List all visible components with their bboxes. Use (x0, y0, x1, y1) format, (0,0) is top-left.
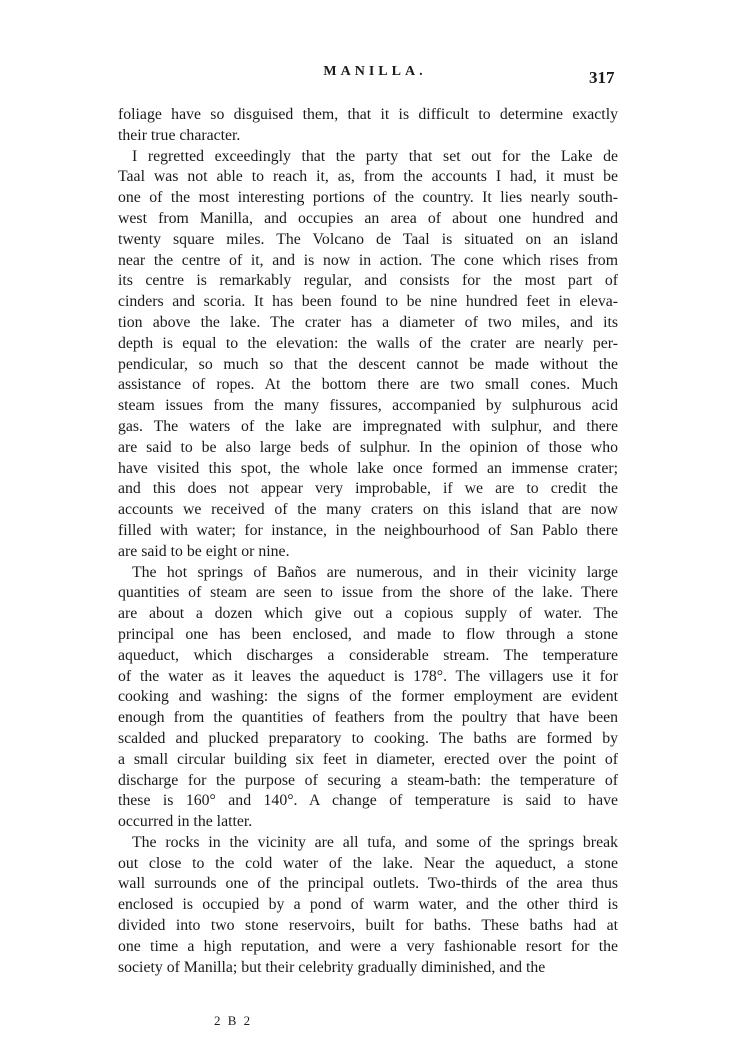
page-number: 317 (589, 68, 615, 87)
text-line: scalded and plucked preparatory to cooking. The baths are formed by (118, 729, 618, 747)
text-line: are said to be also large beds of sulphur. In the opinion of those who (118, 438, 618, 456)
signature-mark: 2 B 2 (214, 1013, 253, 1028)
text-line: principal one has been enclosed, and made to flow through a stone (118, 625, 618, 643)
text-line: are about a dozen which give out a copious supply of water. The (118, 605, 618, 623)
text-line: enough from the quantities of feathers from the poultry that have been (118, 709, 618, 727)
paragraph (118, 563, 618, 833)
text-line: of the water as it leaves the aqueduct is 178°. The villagers use it for (118, 667, 618, 685)
text-line: quantities of steam are seen to issue from the shore of the lake. There (118, 584, 618, 602)
text-line: its centre is remarkably regular, and consists for the most part of (118, 272, 618, 290)
text-line: depth is equal to the elevation: the walls of the crater are nearly per- (118, 334, 618, 352)
text-line: The hot springs of Baños are numerous, and in their vicinity large (132, 563, 618, 581)
running-title: MANILLA. (323, 64, 427, 79)
text-line: divided into two stone reservoirs, built for baths. These baths had at (118, 917, 618, 935)
text-line: steam issues from the many fissures, accompanied by sulphurous acid (118, 397, 618, 415)
text-line: accounts we received of the many craters on this island that are now (118, 501, 618, 519)
text-line: discharge for the purpose of securing a steam-bath: the temperature of (118, 771, 618, 789)
text-line: foliage have so disguised them, that it is difficult to determine exactly (118, 106, 618, 123)
text-line: cinders and scoria. It has been found to be nine hundred feet in eleva- (118, 293, 618, 311)
text-line: near the centre of it, and is now in action. The cone which rises from (118, 251, 618, 269)
text-line: a small circular building six feet in diameter, erected over the point of (118, 750, 618, 768)
body-text (118, 105, 618, 978)
text-line: and this does not appear very improbable, if we are to credit the (118, 480, 618, 498)
text-line: wall surrounds one of the principal outlets. Two-thirds of the area thus (118, 875, 618, 893)
text-line: out close to the cold water of the lake. Near the aqueduct, a stone (118, 854, 618, 872)
text-line: Taal was not able to reach it, as, from the accounts I had, it must be (118, 168, 618, 186)
text-line: are said to be eight or nine. (118, 542, 290, 560)
text-line: their true character. (118, 126, 241, 144)
text-line: enclosed is occupied by a pond of warm water, and the other third is (118, 896, 618, 914)
text-line: west from Manilla, and occupies an area of about one hundred and (118, 209, 618, 227)
text-line: one time a high reputation, and were a very fashionable resort for the (118, 937, 618, 955)
text-line: tion above the lake. The crater has a diameter of two miles, and its (118, 313, 618, 331)
paragraph (118, 105, 618, 147)
text-line: The rocks in the vicinity are all tufa, and some of the springs break (132, 833, 618, 851)
text-line: one of the most interesting portions of the country. It lies nearly south- (118, 189, 618, 207)
text-line: cooking and washing: the signs of the former employment are evident (118, 688, 618, 706)
text-line: gas. The waters of the lake are impregnated with sulphur, and there (118, 417, 618, 435)
text-line: assistance of ropes. At the bottom there are two small cones. Much (118, 376, 618, 394)
text-line: I regretted exceedingly that the party that set out for the Lake de (132, 147, 618, 165)
text-line: these is 160° and 140°. A change of temperature is said to have (118, 792, 618, 810)
text-line: have visited this spot, the whole lake once formed an immense crater; (118, 459, 618, 477)
text-line: twenty square miles. The Volcano de Taal is situated on an island (118, 230, 618, 248)
text-line: pendicular, so much so that the descent cannot be made without the (118, 355, 618, 373)
text-line: occurred in the latter. (118, 813, 253, 831)
paragraph (118, 833, 618, 979)
text-line: aqueduct, which discharges a considerable stream. The temperature (118, 646, 618, 664)
text-line: filled with water; for instance, in the neighbourhood of San Pablo there (118, 521, 618, 539)
paragraph (118, 147, 618, 563)
text-line: society of Manilla; but their celebrity gradually diminished, and the (118, 958, 546, 976)
